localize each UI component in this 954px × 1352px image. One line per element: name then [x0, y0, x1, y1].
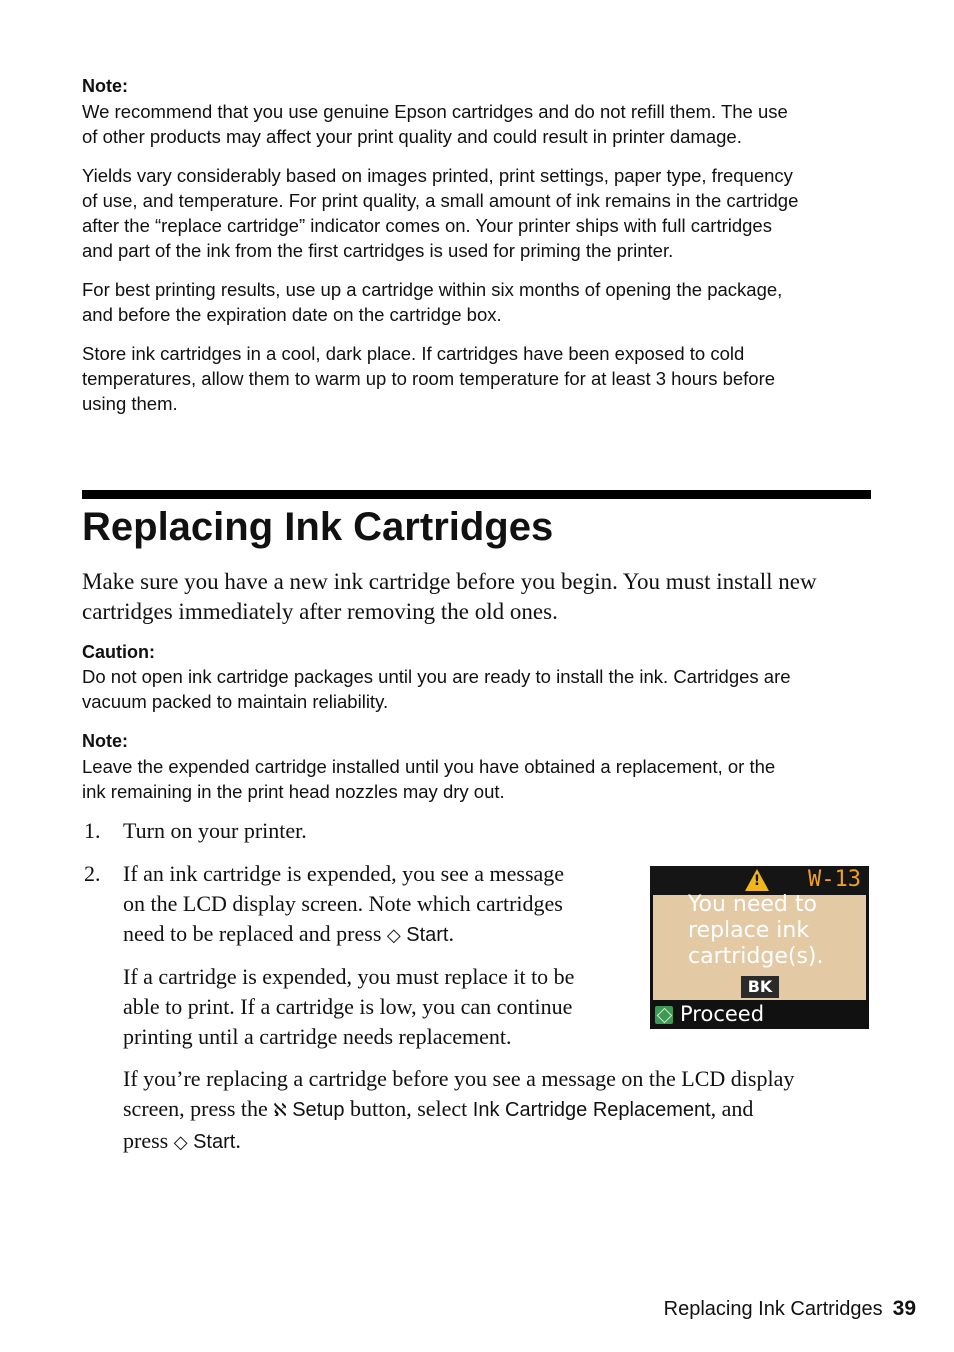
note-paragraph [82, 99, 872, 149]
text-line: Make sure you have a new ink cartridge before you begin. You must install new [82, 569, 817, 594]
step-detail [123, 1064, 863, 1158]
text-line: If an ink cartridge is expended, you see a message [123, 861, 565, 886]
best-results-paragraph [82, 277, 872, 327]
text-line: Store ink cartridges in a cool, dark place. If cartridges have been exposed to cold [82, 343, 745, 364]
lcd-line: You need to [688, 892, 817, 917]
text-line [123, 1126, 863, 1158]
lcd-line: replace ink [688, 918, 810, 943]
setup-button-label: Setup [292, 1099, 345, 1121]
text-line: printing until a cartridge needs replacement. [123, 1024, 512, 1049]
text-line: If a cartridge is expended, you must replace it to be [123, 964, 575, 989]
step-text: Turn on your printer. [123, 818, 307, 843]
caution-heading: Caution: [82, 642, 155, 662]
text-span: button, select [344, 1096, 473, 1121]
storage-paragraph [82, 341, 872, 416]
start-icon: ◇ [173, 1132, 188, 1153]
note-paragraph [82, 754, 872, 804]
text-line: and before the expiration date on the cartridge box. [82, 304, 502, 325]
section-intro [82, 567, 872, 627]
start-icon: ◇ [386, 925, 401, 946]
text-span: need to be replaced and press [123, 921, 387, 946]
text-span: , and [710, 1096, 754, 1121]
text-line: of use, and temperature. For print quality, a small amount of ink remains in the cartridge [82, 190, 799, 211]
text-line: cartridges immediately after removing the old ones. [82, 599, 558, 624]
text-line: If you’re replacing a cartridge before you see a message on the LCD display [123, 1066, 795, 1091]
step-number: 2. [84, 861, 101, 886]
text-line: able to print. If a cartridge is low, you can continue [123, 994, 573, 1019]
lcd-line: cartridge(s). [688, 944, 824, 969]
yields-paragraph [82, 163, 872, 263]
text-line [123, 1094, 863, 1126]
text-line: Do not open ink cartridge packages until you are ready to install the ink. Cartridges are [82, 666, 791, 687]
start-button-label: Start [406, 924, 449, 946]
text-line: temperatures, allow them to warm up to room temperature for at least 3 hours before [82, 368, 776, 389]
text-line: and part of the ink from the first cartridges is used for priming the printer. [82, 240, 674, 261]
text-span: . [448, 921, 454, 946]
text-line: For best printing results, use up a cartridge within six months of opening the package, [82, 279, 783, 300]
text-span: . [235, 1128, 241, 1153]
step-number: 1. [84, 818, 101, 843]
start-button-label: Start [193, 1131, 236, 1153]
section-title: Replacing Ink Cartridges [82, 505, 554, 549]
caution-paragraph [82, 664, 872, 714]
lcd-screen [650, 866, 869, 1029]
note-heading: Note: [82, 731, 128, 751]
lcd-error-code: W-13 [808, 867, 861, 892]
text-span: press [123, 1128, 174, 1153]
setup-icon: ℵ [273, 1100, 287, 1121]
text-line: Leave the expended cartridge installed until you have obtained a replacement, or the [82, 756, 776, 777]
cartridge-badge: BK [741, 976, 779, 998]
note-heading: Note: [82, 76, 128, 96]
text-line: vacuum packed to maintain reliability. [82, 691, 389, 712]
text-line: using them. [82, 393, 178, 414]
page-number: 39 [892, 1297, 916, 1320]
text-line: We recommend that you use genuine Epson cartridges and do not refill them. The use [82, 101, 788, 122]
proceed-label: Proceed [680, 1002, 765, 1026]
step-text [123, 859, 623, 951]
page-footer [664, 1294, 916, 1324]
text-line: on the LCD display screen. Note which cartridges [123, 891, 563, 916]
lcd-message [688, 892, 868, 970]
text-line [123, 919, 623, 951]
text-line: ink remaining in the print head nozzles may dry out. [82, 781, 505, 802]
warning-mark: ! [753, 873, 761, 889]
text-line: after the “replace cartridge” indicator comes on. Your printer ships with full cartridges [82, 215, 772, 236]
text-line: Yields vary considerably based on images printed, print settings, paper type, frequency [82, 165, 793, 186]
text-line: of other products may affect your print quality and could result in printer damage. [82, 126, 742, 147]
section-rule [82, 490, 871, 499]
text-span: screen, press the [123, 1096, 274, 1121]
step-detail [123, 962, 623, 1052]
menu-item-label: Ink Cartridge Replacement [472, 1099, 711, 1121]
footer-title: Replacing Ink Cartridges [663, 1298, 883, 1320]
